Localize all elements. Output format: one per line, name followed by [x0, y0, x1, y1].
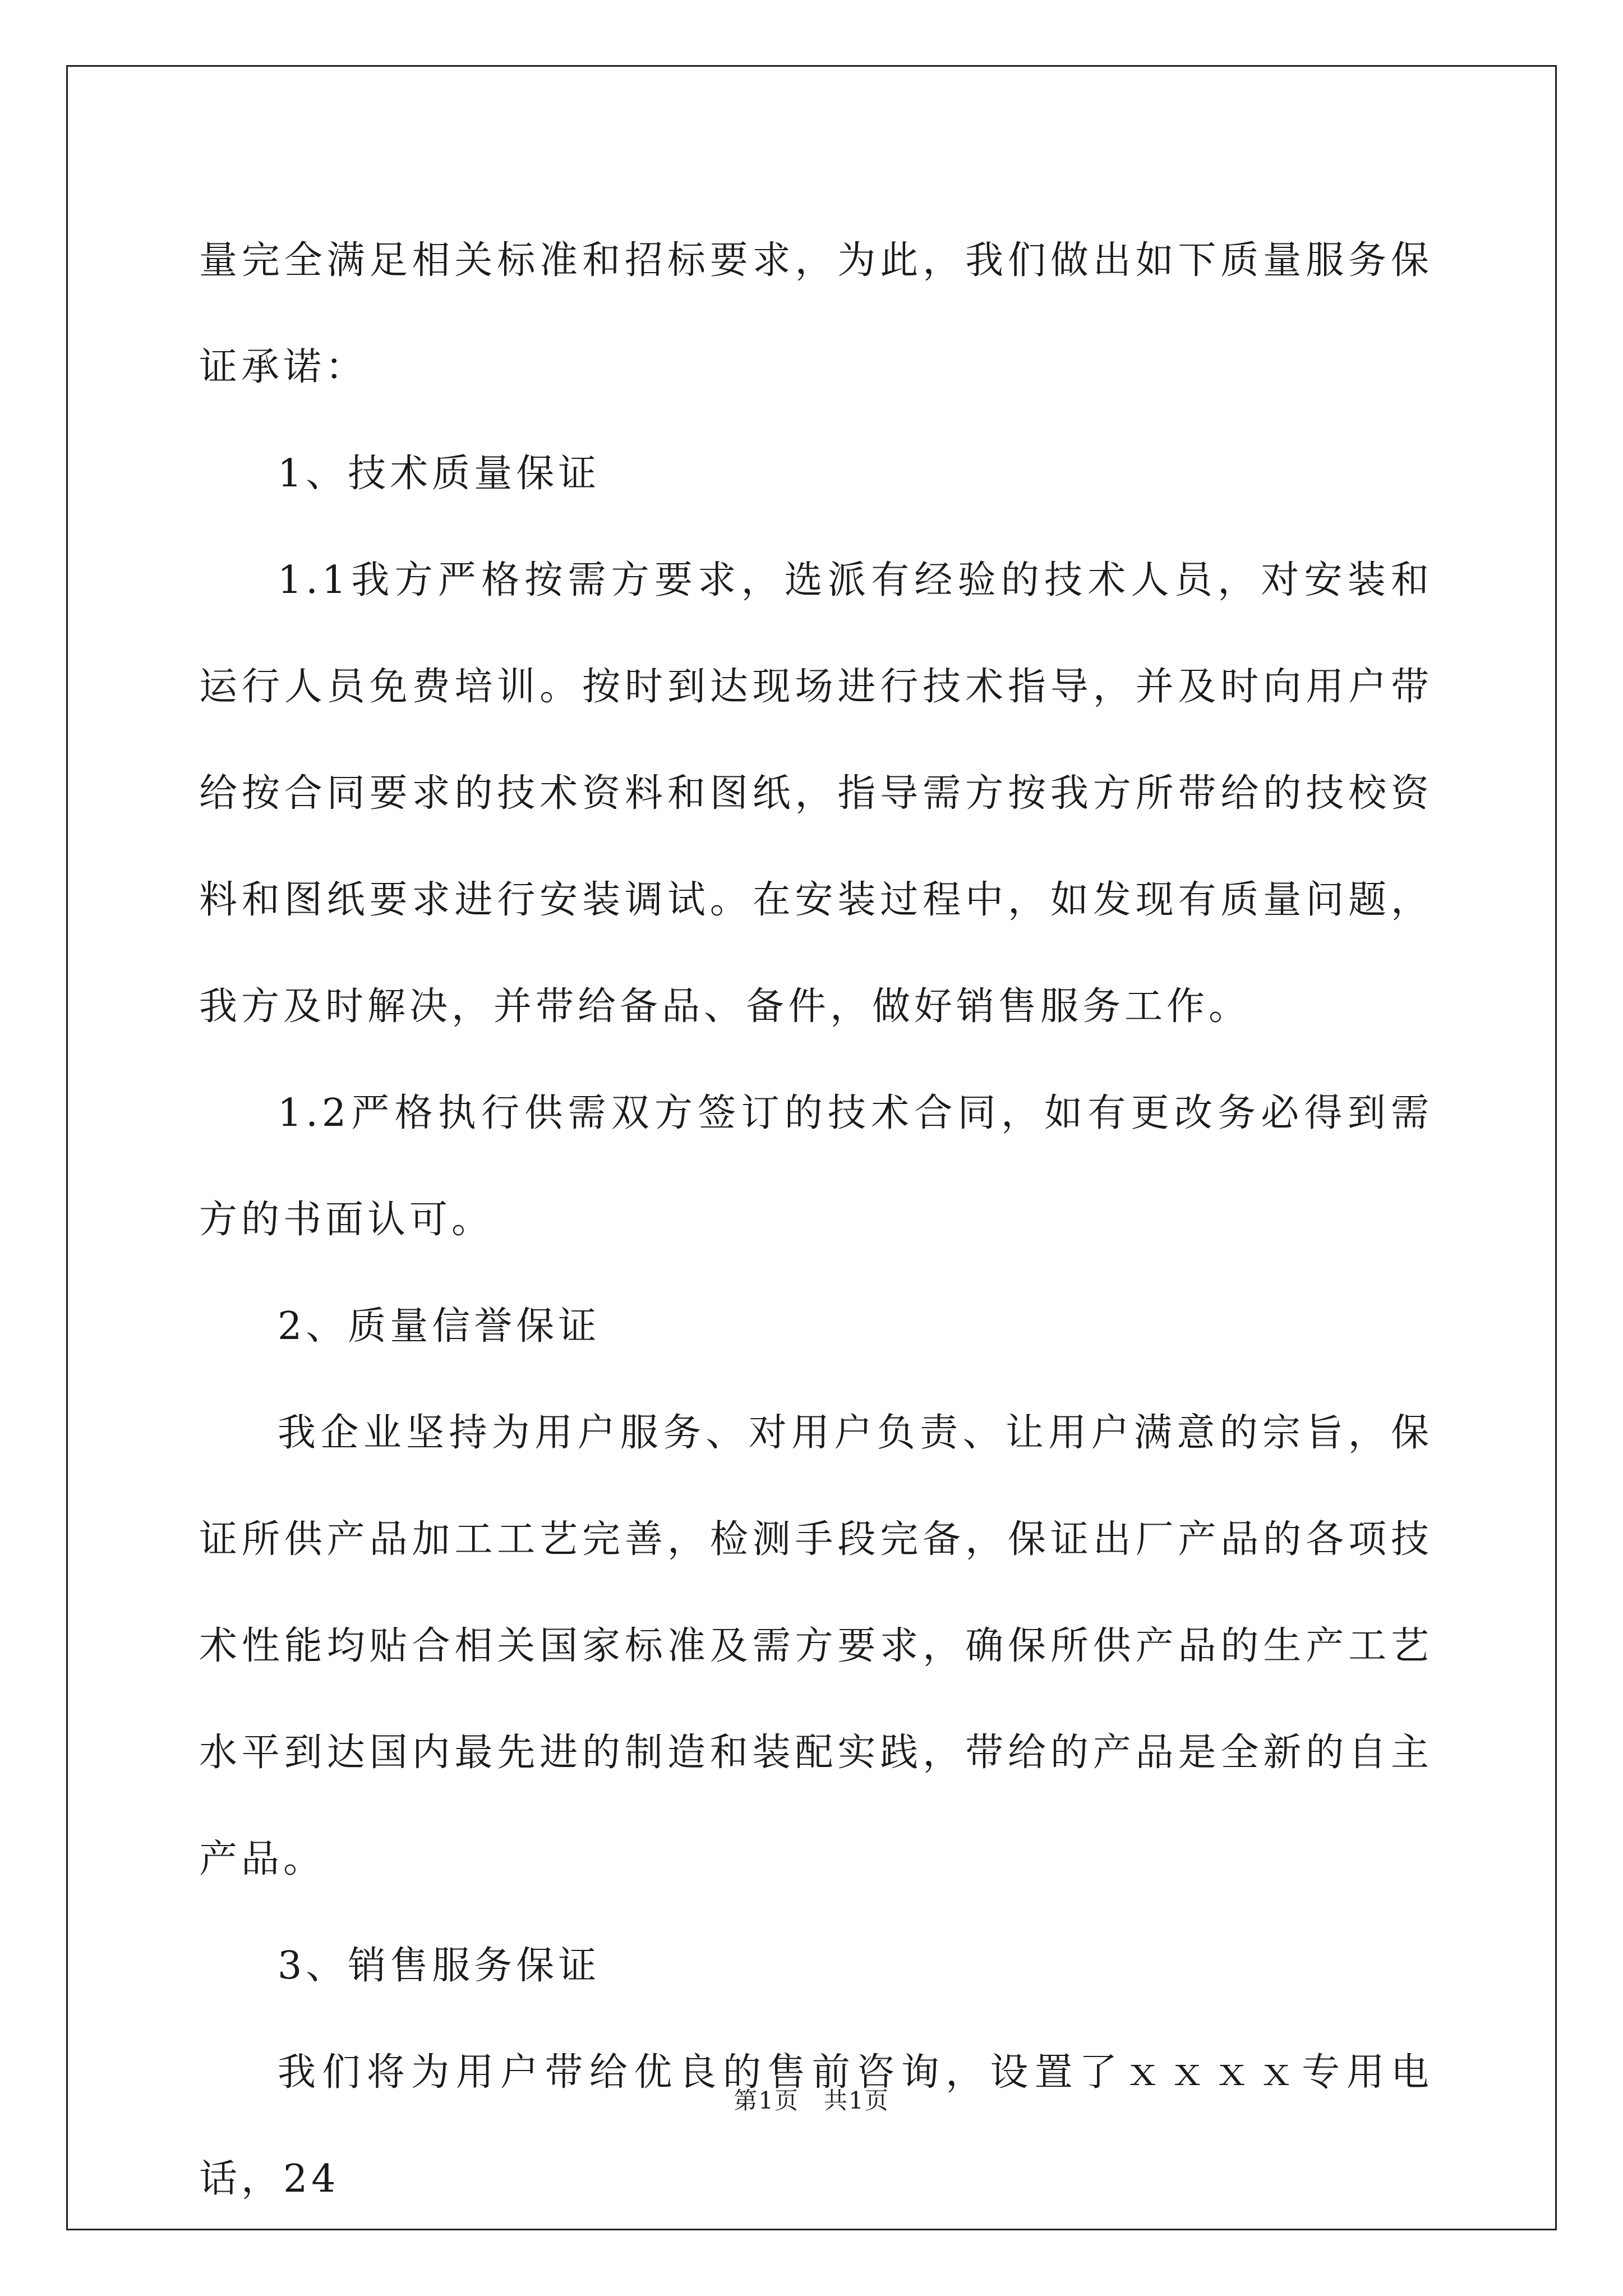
paragraph-1-2: 1.2严格执行供需双方签订的技术合同，如有更改务必得到需方的书面认可。 — [199, 1091, 1433, 1242]
page-footer: 第1页 共1页 — [734, 2087, 889, 2114]
paragraph-1-1: 1.1我方严格按需方要求，选派有经验的技术人员，对安装和运行人员免费培训。按时到达现场进行技术指导，并及时向用户带给按合同要求的技术资料和图纸，指导需方按我方所带给的技校资料和图纸要求进行安装调试。在安装过程中，如发现有质量问题，我方及时解决，并带给备品、备件，做好销售服务工作。 — [199, 558, 1433, 1029]
section-heading-technical-quality: 1、技术质量保证 — [278, 452, 601, 496]
paragraph-sales-service: 我们将为用户带给优良的售前咨询，设置了ｘｘｘｘ专用电话，24 — [199, 2050, 1433, 2201]
paragraph-continuation: 量完全满足相关标准和招标要求，为此，我们做出如下质量服务保证承诺： — [199, 238, 1433, 389]
document-body — [199, 208, 1433, 2233]
paragraph-quality-reputation: 我企业坚持为用户服务、对用户负责、让用户满意的宗旨，保证所供产品加工工艺完善，检测手段完备，保证出厂产品的各项技术性能均贴合相关国家标准及需方要求，确保所供产品的生产工艺水平到达国内最先进的制造和装配实践，带给的产品是全新的自主产品。 — [199, 1411, 1433, 1881]
section-heading-quality-reputation: 2、质量信誉保证 — [278, 1304, 601, 1349]
section-heading-sales-service: 3、销售服务保证 — [278, 1944, 601, 1988]
